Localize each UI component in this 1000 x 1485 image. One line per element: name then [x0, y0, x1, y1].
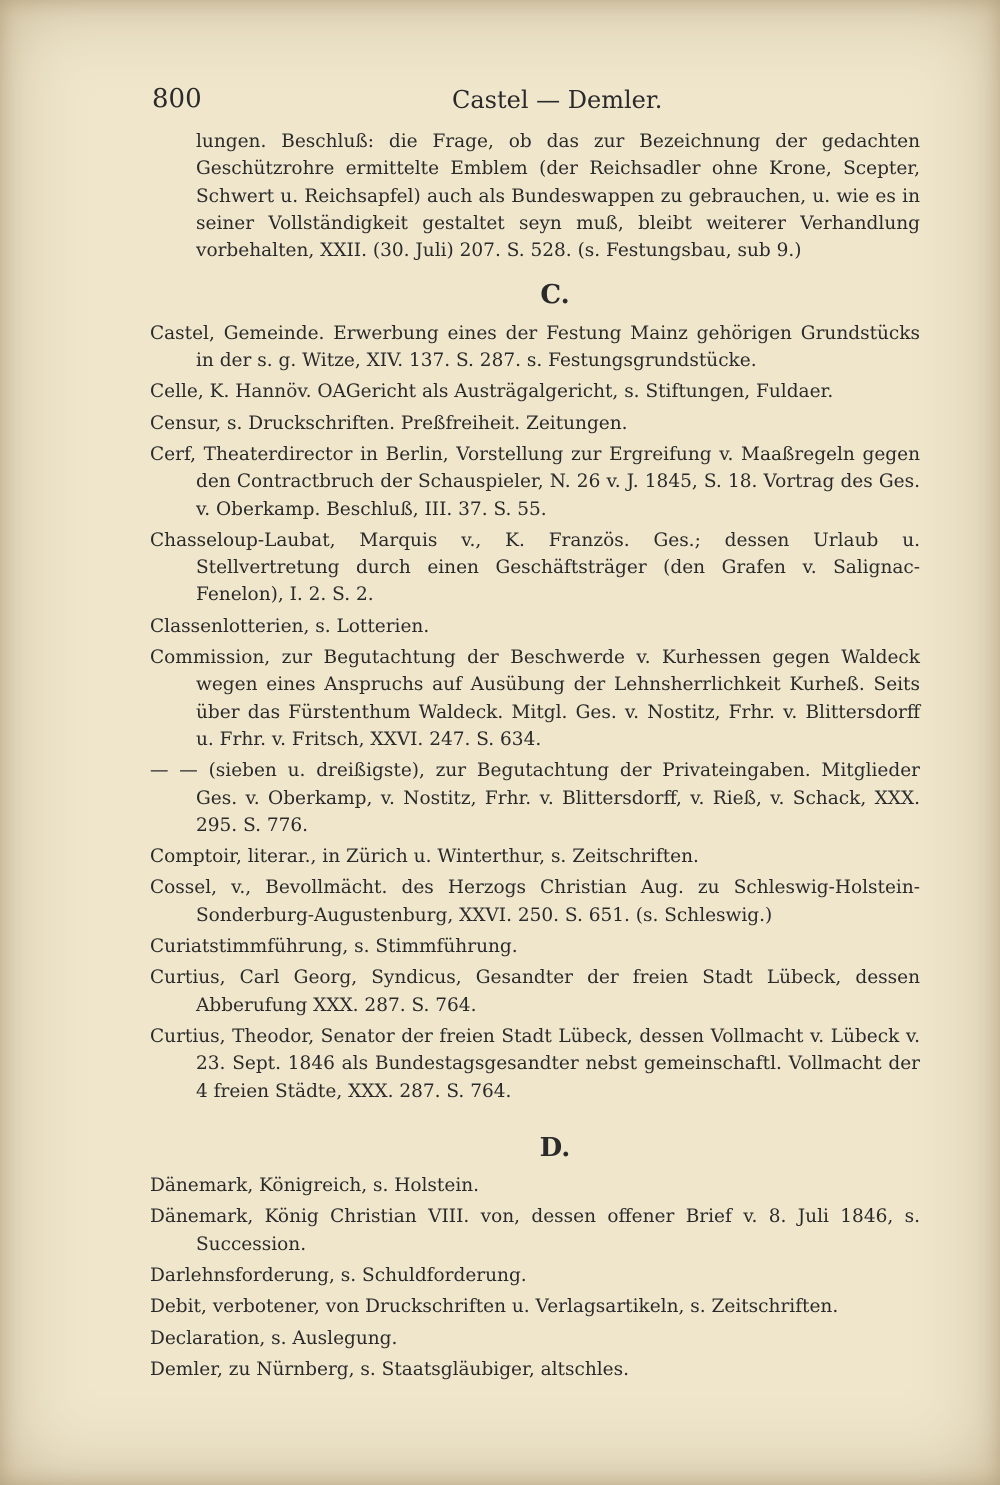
index-entry: Classenlotterien, s. Lotterien. — [150, 615, 430, 637]
index-entry: — — (sieben u. dreißigste), zur Begutachtung der Privateingaben. Mitglieder Ges. v. Oberkamp, v. Nostitz, Frhr. v. Blittersdorff, v. Rieß, v. Schack, XXX. 295. S. 776. — [150, 760, 920, 836]
continued-entry: lungen. Beschluß: die Frage, ob das zur Bezeichnung der gedachten Geschützrohre ermittelte Emblem (der Reichsadler ohne Krone, Scepter, Schwert u. Reichsapfel) auch als Bundeswappen zu gebrauchen, u. wie es in seiner Vollständigkeit gestaltet seyn muß, bleibt weiterer Verhandlung vorbehalten, XXII. (30. Juli) 207. S. 528. (s. Festungsbau, sub 9.) — [196, 131, 920, 262]
index-entry: Cerf, Theaterdirector in Berlin, Vorstellung zur Ergreifung v. Maaßregeln gegen den Contractbruch der Schauspieler, N. 26 v. J. 1845, S. 18. Vortrag des Ges. v. Oberkamp. Beschluß, III. 37. S. 55. — [150, 443, 920, 520]
index-entry: Dänemark, König Christian VIII. von, dessen offener Brief v. 8. Juli 1846, s. Succession. — [150, 1206, 920, 1255]
page-number: 800 — [152, 84, 202, 114]
index-entry: Comptoir, literar., in Zürich u. Winterthur, s. Zeitschriften. — [150, 846, 699, 868]
index-entry: Curtius, Theodor, Senator der freien Stadt Lübeck, dessen Vollmacht v. Lübeck v. 23. Sept. 1846 als Bundestagsgesandter nebst gemeinschaftl. Vollmacht der 4 freien Städte, XXX. 287. S. 764. — [150, 1025, 920, 1102]
running-head: Castel — Demler. — [452, 86, 663, 114]
index-entry: Demler, zu Nürnberg, s. Staatsgläubiger, altschles. — [150, 1358, 629, 1380]
index-entry: Darlehnsforderung, s. Schuldforderung. — [150, 1264, 527, 1286]
index-entry: Cossel, v., Bevollmächt. des Herzogs Christian Aug. zu Schleswig-Holstein-Sonderburg-Augustenburg, XXVI. 250. S. 651. (s. Schleswig.) — [150, 877, 920, 926]
page-header — [152, 84, 910, 116]
index-entry: Chasseloup-Laubat, Marquis v., K. Französ. Ges.; dessen Urlaub u. Stellvertretung durch einen Geschäftsträger (den Grafen v. Salignac-Fenelon), I. 2. S. 2. — [150, 529, 920, 606]
index-entry: Dänemark, Königreich, s. Holstein. — [150, 1175, 480, 1197]
index-entry: Curtius, Carl Georg, Syndicus, Gesandter der freien Stadt Lübeck, dessen Abberufung XXX. 287. S. 764. — [150, 967, 920, 1016]
index-entry: Celle, K. Hannöv. OAGericht als Austrägalgericht, s. Stiftungen, Fuldaer. — [150, 381, 834, 403]
index-content — [150, 128, 920, 1387]
index-entry: Curiatstimmführung, s. Stimmführung. — [150, 936, 518, 958]
section-letter-d: D. — [539, 1132, 571, 1163]
index-entry: Castel, Gemeinde. Erwerbung eines der Festung Mainz gehörigen Grundstücks in der s. g. Witze, XIV. 137. S. 287. s. Festungsgrundstücke. — [150, 322, 920, 372]
index-entry: Commission, zur Begutachtung der Beschwerde v. Kurhessen gegen Waldeck wegen eines Anspruchs auf Ausübung der Lehnsherrlichkeit Kurheß. Seits über das Fürstenthum Waldeck. Mitgl. Ges. v. Nostitz, Frhr. v. Blittersdorff u. Frhr. v. Fritsch, XXVI. 247. S. 634. — [150, 647, 920, 750]
index-entry: Declaration, s. Auslegung. — [150, 1327, 398, 1349]
index-entry: Censur, s. Druckschriften. Preßfreiheit. Zeitungen. — [150, 412, 628, 434]
index-entry: Debit, verbotener, von Druckschriften u. Verlagsartikeln, s. Zeitschriften. — [150, 1296, 839, 1318]
section-letter-c: C. — [540, 280, 570, 311]
